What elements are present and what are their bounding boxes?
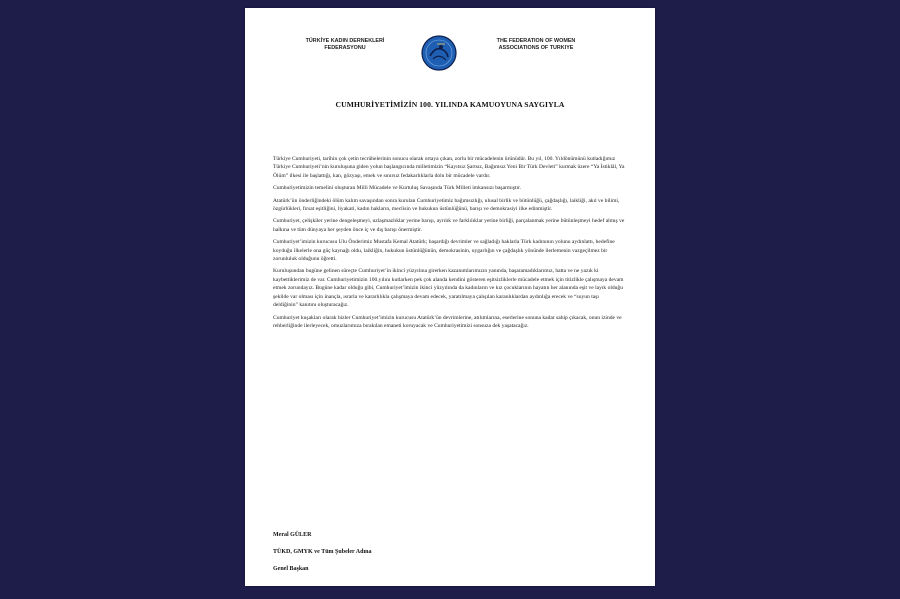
signatory-role: Genel Başkan (273, 566, 309, 572)
document-title: CUMHURİYETİMİZİN 100. YILINDA KAMUOYUNA SAYGIYLA (335, 100, 565, 109)
paragraph: Cumhuriyet, çelişkiler yerine dengeleşmeyi, uzlaşmazlıklar yerine barışı, ayrılık ve farklılıklar yerine birliği, parçalanmak yerine bütünleşmeyi hedef almış ve halkına ve tüm dünyaya her şeyden önce iç ve dış barışı önermiştir. (273, 218, 625, 233)
paragraph: Türkiye Cumhuriyeti, tarihin çok çetin tecrübelerinin sonucu olarak ortaya çıkan, zorlu bir mücadelenin ürünüdür. Bu yıl, 100. Yıldönümünü kutladığımız Türkiye Cumhuriyeti’nin kuruluşuna giden yolun başlangıcında milletimizin “Kayıtsız Şartsız, Bağımsız Yeni Bir Türk Devleti” kurmak üzere “Ya İstiklâl, Ya Ölüm” ilkesi ile başlattığı, kan, gözyaşı, emek ve sınırsız fedakarlıklarla dolu bir mücadele vardır. (273, 156, 625, 179)
org-name-english: THE FEDERATION OF WOMEN ASSOCIATIONS OF TURKIYE (496, 38, 576, 51)
letterhead (245, 35, 655, 75)
signatory-on-behalf: TÜKD, GMYK ve Tüm Şubeler Adına (273, 549, 372, 555)
federation-logo-icon (421, 35, 457, 71)
signature-block (273, 532, 573, 583)
document-page (245, 8, 655, 586)
paragraph: Cumhuriyetimizin temelini oluşturan Milli Mücadele ve Kurtuluş Savaşında Türk Milleti imkansızı başarmıştır. (273, 185, 521, 192)
org-name-turkish: TÜRKİYE KADIN DERNEKLERİ FEDERASYONU (305, 38, 385, 51)
paragraph: Atatürk’ün önderliğindeki ölüm kalım savaşından sonra kurulan Cumhuriyetimiz bağımsızlığı, ulusal birlik ve bütünlüğü, çağdaşlığı, laikliği, akıl ve bilimi, özgürlükleri, fırsat eşitliğini, liyakati, kadın hakların, meclisin ve hukukun üstünlüğünü, barışı ve demokrasiyi ilke edinmiştir. (273, 197, 620, 213)
signatory-name: Meral GÜLER (273, 532, 312, 538)
document-body (273, 155, 625, 334)
paragraph: Cumhuriyet kuşakları olarak bizler Cumhuriyet’imizin kurucusu Atatürk’ün devrimlerine, atılımlarına, eserlerine sonuna kadar sahip çıkacak, onun izinde ve rehberliğinde ilerleyecek, omuzlarımıza bırakılan emaneti koruyacak ve Cumhuriyetimizi sonsuza dek yaşatacağız. (273, 314, 622, 329)
paragraph: Cumhuriyet’imizin kurucusu Ulu Önderimiz Mustafa Kemal Atatürk; başardığı devrimler ve sağladığı haklarla Türk kadınının yolunu aydınlattı, hedefine koyduğu ilkelerle ona güç kaynağı oldu, laikliğin, hukukun üstünlüğünün, demokrasinin, uygarlığın ve çağdaşlık yönünde ilerlemenin vazgeçilmez bir zorunluluk olduğunu öğretti. (273, 239, 615, 263)
paragraph: Kuruluşundan bugüne gelinen süreçte Cumhuriyet’in ikinci yüzyılına girerken kazanımlarımızın yanında, başaramadıklarımız, hatta ve ne yazık ki kaybettiklerimiz de var. Cumhuriyetimizin 100.yılını kutlarken pek çok alanda kendini gösteren eşitsizliklerle mücadele etmek için titizlikle çalışmaya devam etmek zorundayız. Bugüne kadar olduğu gibi, Cumhuriyet’imizin ikinci yüzyılında da kadınların ve kız çocuklarının hayatın her alanında eşit ve layık olduğu şekilde var olması için inançla, ısrarla ve kararlılıkla çalışmaya devam edecek, yaratılmaya çalışılan karanlıklardan aydınlığa erecek ve “suyun taşı deldiğinin” kanıtını oluşturacağız. (273, 268, 624, 309)
